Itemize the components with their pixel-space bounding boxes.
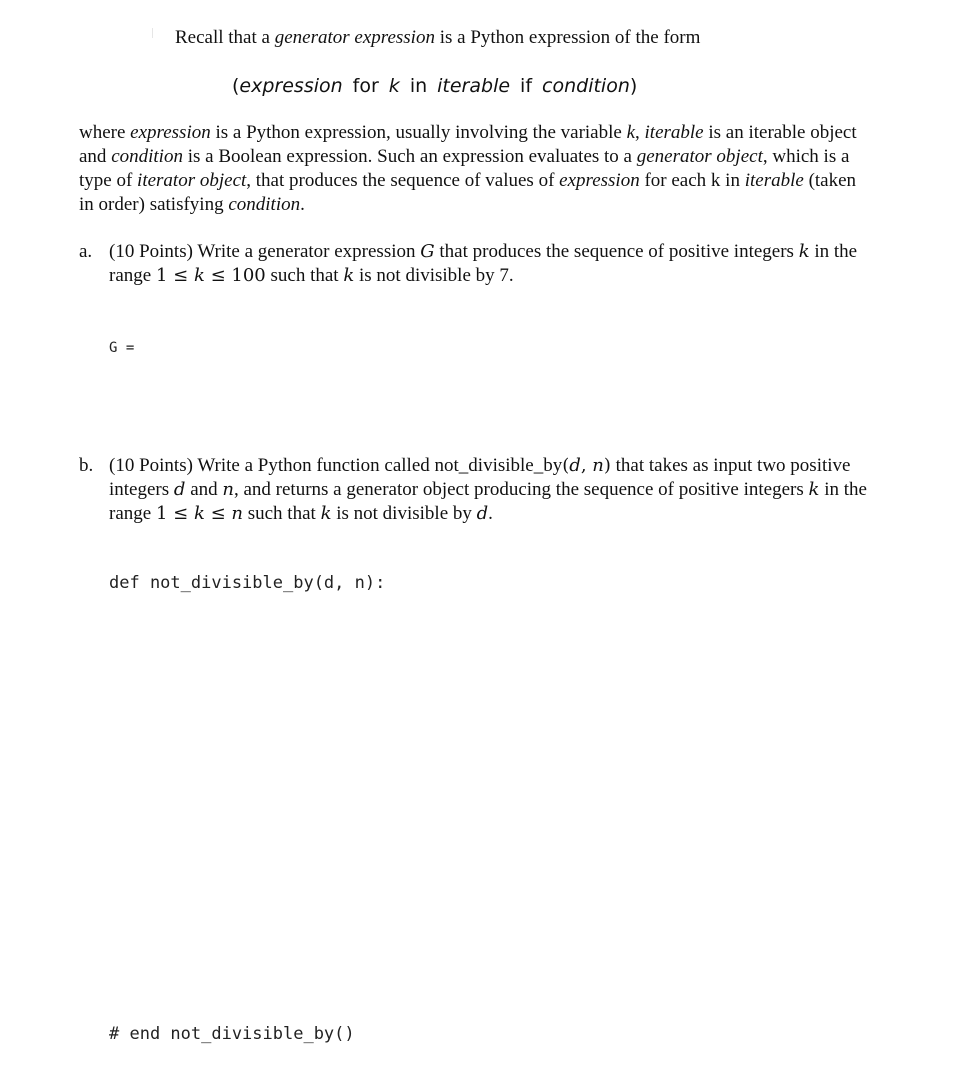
form-in-keyword: in (409, 75, 428, 97)
form-close-paren: ) (629, 75, 638, 97)
paragraph-line: where expression is a Python expression, usually involving the variable k, iterable is an iterable object (79, 122, 857, 143)
question-b-text: (10 Points) Write a Python function called not_divisible_by(d, n) that takes as input two positive integers d and n, and returns a generator object producing the sequence of positive integers k in the range 1 ≤ k ≤ n such that k is not divisible by d. (109, 455, 867, 524)
form-for-keyword: for (352, 75, 379, 97)
form-if-keyword: if (520, 75, 533, 97)
intro-text-end: is a Python expression of the form (434, 27, 701, 48)
form-condition: condition (542, 75, 630, 97)
form-k: k (388, 75, 400, 97)
intro-text: Recall that a (175, 27, 275, 48)
intro-term: generator expression (274, 27, 435, 48)
form-iterable: iterable (437, 75, 511, 97)
paragraph-line: in order) satisfying condition. (79, 194, 305, 215)
question-a-label: a. (79, 241, 93, 262)
answer-g-prefix: G = (109, 340, 135, 356)
question-b (79, 454, 931, 526)
generator-form (232, 74, 637, 98)
function-end-comment: # end not_divisible_by() (109, 1024, 355, 1044)
question-a-text: (10 Points) Write a generator expression G that produces the sequence of positive integers k in the range 1 ≤ k ≤ 100 such that k is not divisible by 7. (109, 241, 858, 286)
paragraph-line: type of iterator object, that produces the sequence of values of expression for each k in iterable (taken (79, 170, 857, 191)
question-b-label: b. (79, 455, 94, 476)
page-edge-mark (152, 28, 159, 38)
paragraph-line: and condition is a Boolean expression. Such an expression evaluates to a generator object, which is a (79, 146, 850, 167)
form-expression: expression (239, 75, 343, 97)
intro-sentence (175, 26, 700, 50)
question-a (79, 240, 931, 288)
function-def-line: def not_divisible_by(d, n): (109, 573, 386, 593)
form-open-paren: ( (232, 75, 240, 97)
explanation-paragraph (79, 121, 931, 217)
